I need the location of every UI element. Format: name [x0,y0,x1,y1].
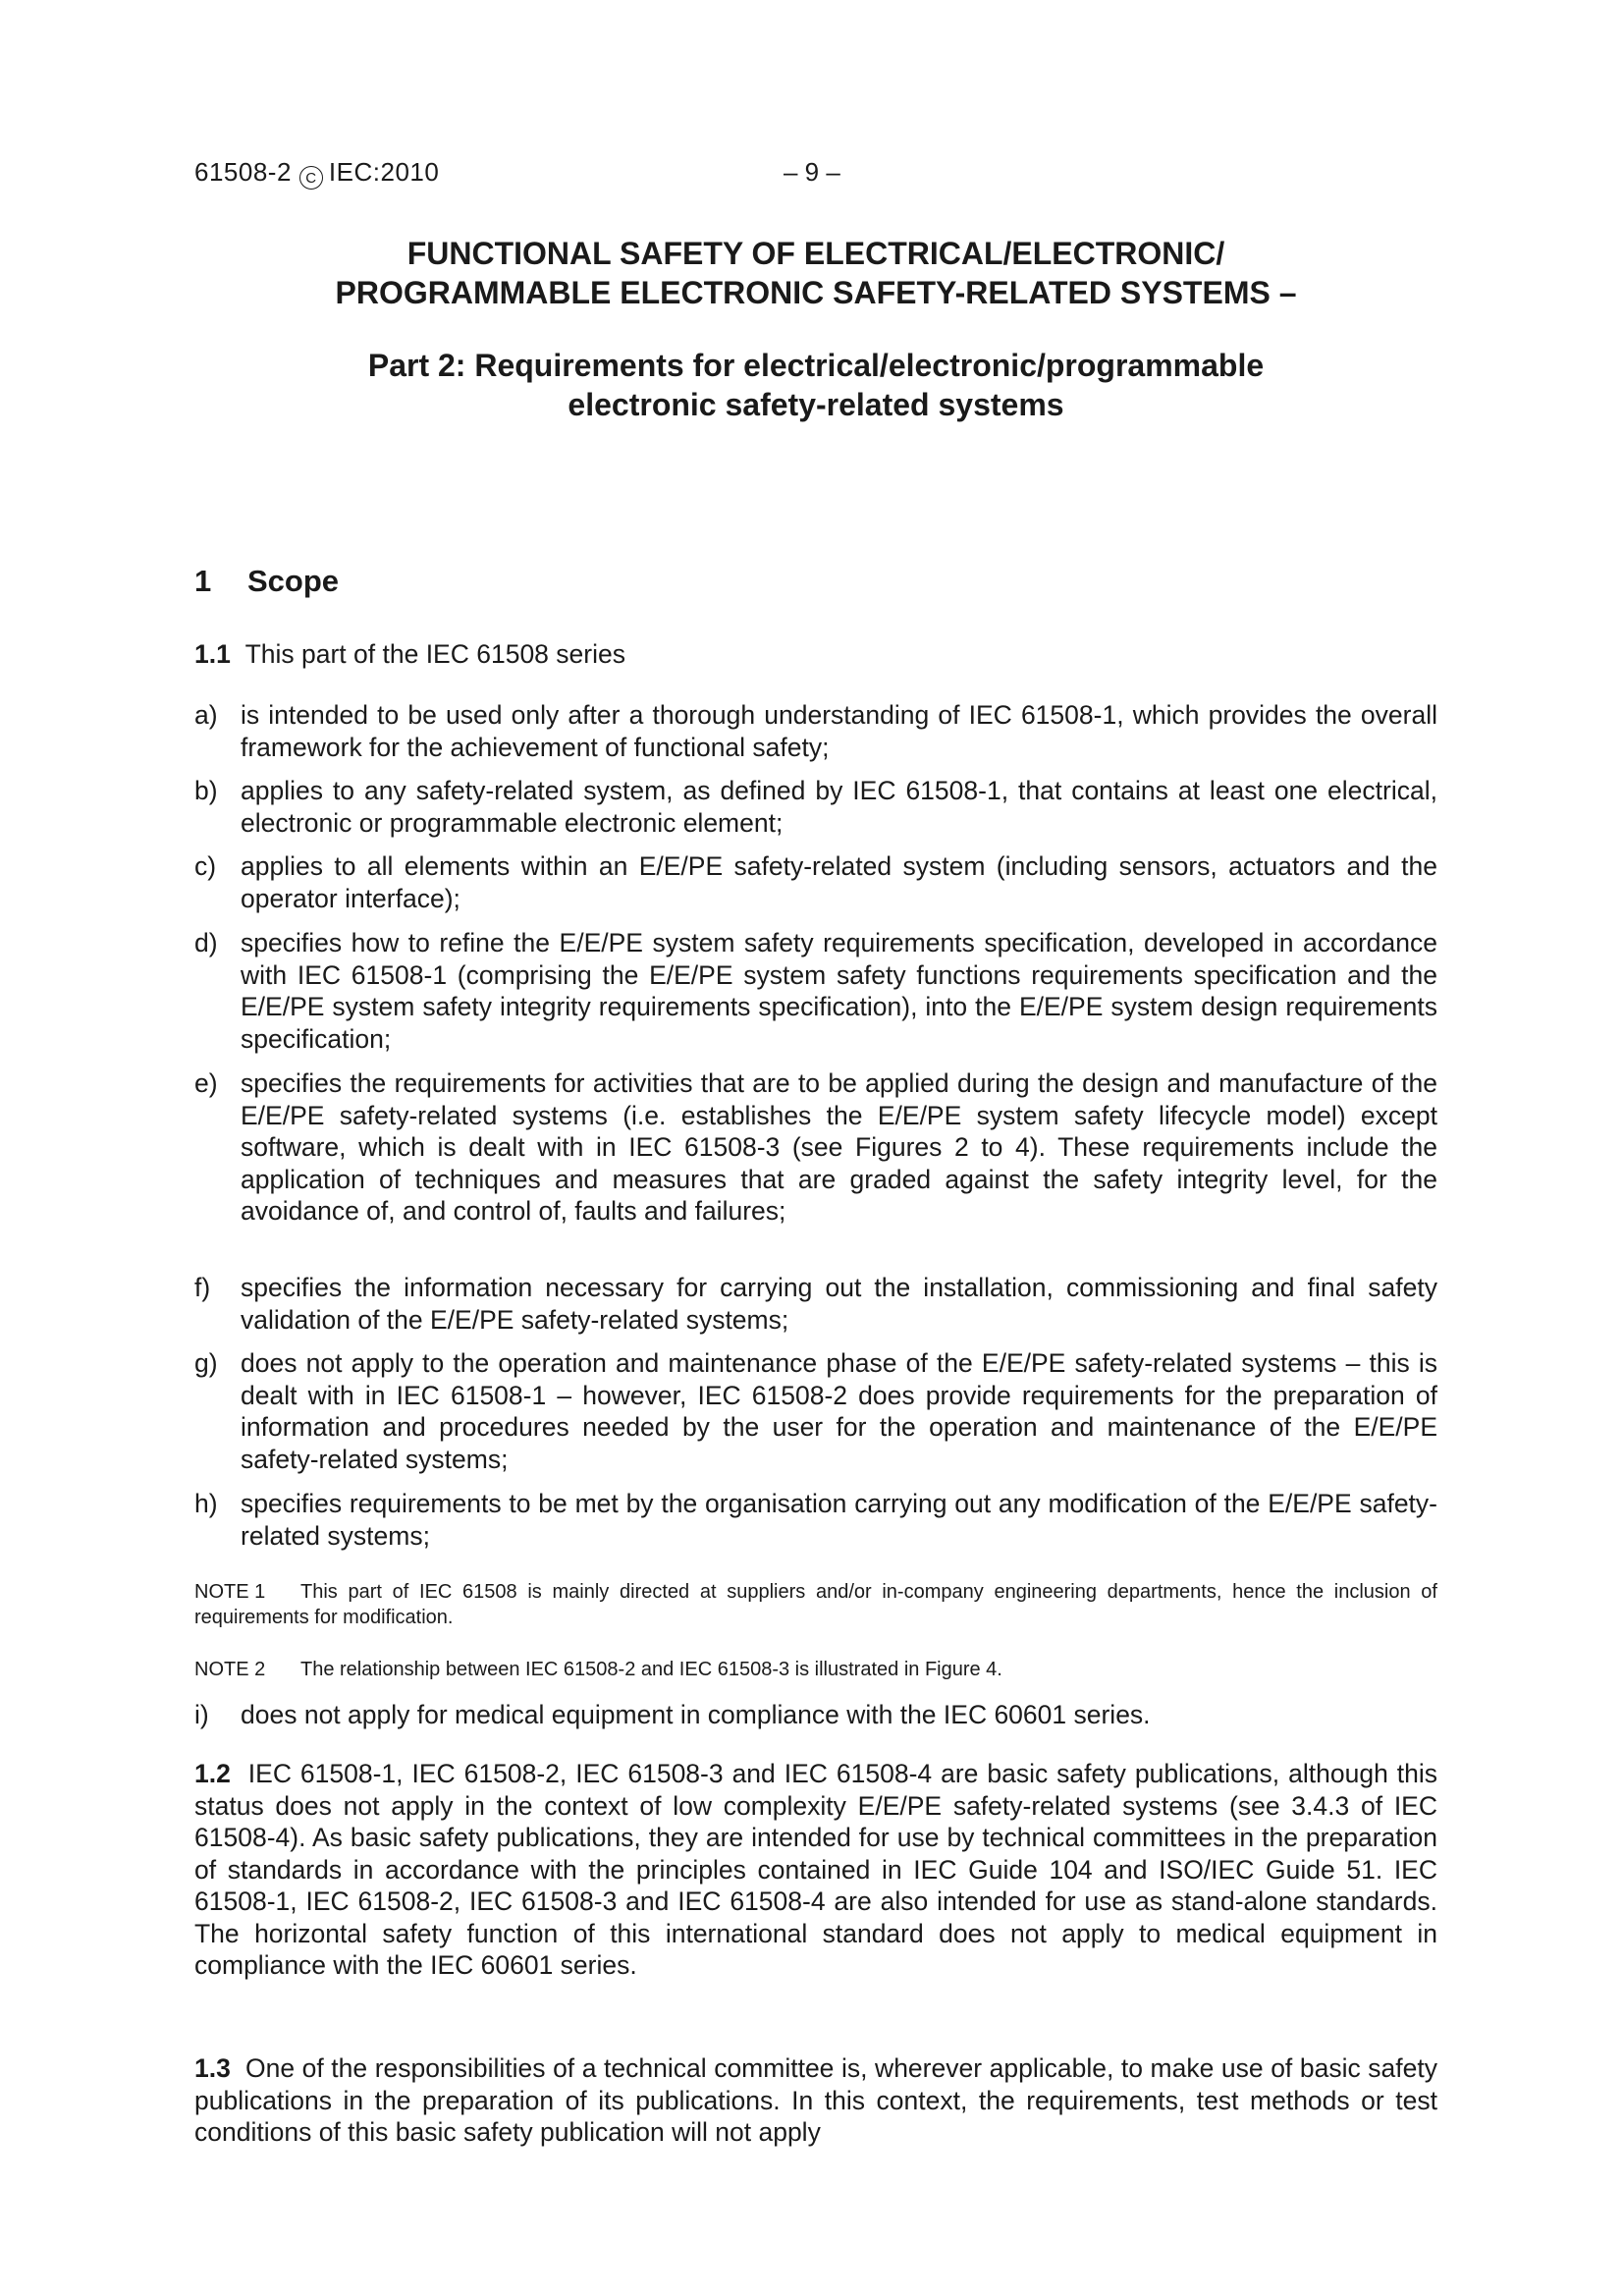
list-text: specifies how to refine the E/E/PE system safety requirements specification, developed in accordance with IEC 61508-1 (comprising the E/E/PE system safety functions requirements specification and the E/E/PE system safety integrity requirements specification), into the E/E/PE system design requirements specification; [241,928,1437,1054]
part-title-line-2: electronic safety-related systems [568,387,1064,422]
clause-number: 1.1 [194,639,231,669]
title-line-2: PROGRAMMABLE ELECTRONIC SAFETY-RELATED SYSTEMS – [335,275,1297,310]
running-header [194,157,439,190]
list-marker: c) [194,851,217,881]
list-text: applies to any safety-related system, as defined by IEC 61508-1, that contains at least one electrical, electronic or programmable electronic element; [241,776,1437,838]
list-marker: g) [194,1348,218,1378]
clause-text: IEC 61508-1, IEC 61508-2, IEC 61508-3 and IEC 61508-4 are basic safety publications, although this status does not apply in the context of low complexity E/E/PE safety-related systems (see 3.4.3 of IEC 61508-4). As basic safety publications, they are intended for use by technical committees in the preparation of standards in accordance with the principles contained in IEC Guide 104 and ISO/IEC Guide 51. IEC 61508-1, IEC 61508-2, IEC 61508-3 and IEC 61508-4 are also intended for use as stand-alone standards. The horizontal safety function of this international standard does not apply to medical equipment in compliance with the IEC 60601 series. [194,1759,1438,1980]
list-item-a [194,699,1437,763]
list-marker: a) [194,700,218,730]
list-item-g [194,1347,1437,1475]
list-text: does not apply to the operation and maintenance phase of the E/E/PE safety-related systems – this is dealt with in IEC 61508-1 – however, IEC 61508-2 does provide requirements for the preparation of information and procedures needed by the user for the operation and maintenance of the E/E/PE safety-related systems; [241,1348,1437,1474]
note-2 [194,1657,1437,1682]
list-text: specifies requirements to be met by the organisation carrying out any modification of the E/E/PE safety-related systems; [241,1489,1437,1551]
copyright-icon: C [299,166,323,190]
list-text: is intended to be used only after a thorough understanding of IEC 61508-1, which provides the overall framework for the achievement of functional safety; [241,700,1437,762]
list-item-e [194,1067,1437,1228]
org-year: IEC:2010 [328,157,440,187]
clause-1-3 [194,2052,1437,2149]
note-1 [194,1579,1437,1630]
section-title: Scope [247,564,340,598]
list-marker: f) [194,1273,211,1302]
note-label: NOTE 2 [194,1659,266,1680]
list-marker: b) [194,776,218,805]
clause-1-1 [194,638,1437,671]
clause-text: This part of the IEC 61508 series [244,639,625,669]
list-marker: h) [194,1489,218,1518]
list-item-i [194,1699,1437,1731]
list-item-f [194,1272,1437,1336]
clause-number: 1.3 [194,2053,231,2083]
clause-text: One of the responsibilities of a technical committee is, wherever applicable, to make use of basic safety publications in the preparation of its publications. In this context, the requirements, test methods or test conditions of this basic safety publication will not apply [194,2053,1437,2147]
list-marker: i) [194,1700,209,1729]
note-text: The relationship between IEC 61508-2 and IEC 61508-3 is illustrated in Figure 4. [300,1659,1002,1680]
note-label: NOTE 1 [194,1581,266,1603]
part-title-line-1: Part 2: Requirements for electrical/electronic/programmable [367,348,1265,383]
doc-number: 61508-2 [194,157,292,187]
list-marker: d) [194,928,218,957]
list-item-b [194,775,1437,839]
list-text: does not apply for medical equipment in compliance with the IEC 60601 series. [241,1700,1151,1729]
section-number: 1 [194,564,212,598]
list-item-h [194,1488,1437,1552]
list-item-c [194,850,1437,914]
title-line-1: FUNCTIONAL SAFETY OF ELECTRICAL/ELECTRONIC/ [406,236,1225,271]
list-text: applies to all elements within an E/E/PE safety-related system (including sensors, actuators and the operator interface); [241,851,1437,913]
section-heading [194,564,339,599]
list-text: specifies the information necessary for carrying out the installation, commissioning and final safety validation of the E/E/PE safety-related systems; [241,1273,1437,1335]
list-marker: e) [194,1068,218,1098]
list-item-d [194,927,1437,1055]
part-title [194,346,1437,424]
document-title [194,234,1437,312]
note-text: This part of IEC 61508 is mainly directed at suppliers and/or in-company engineering departments, hence the inclusion of requirements for modification. [194,1581,1437,1628]
page-number: – 9 – [784,157,840,187]
clause-number: 1.2 [194,1759,231,1788]
clause-1-2 [194,1758,1437,1982]
list-text: specifies the requirements for activities that are to be applied during the design and manufacture of the E/E/PE safety-related systems (i.e. establishes the E/E/PE system safety lifecycle model) except software, which is dealt with in IEC 61508-3 (see Figures 2 to 4). These requirements include the application of techniques and measures that are graded against the safety integrity level, for the avoidance of, and control of, faults and failures; [241,1068,1437,1226]
